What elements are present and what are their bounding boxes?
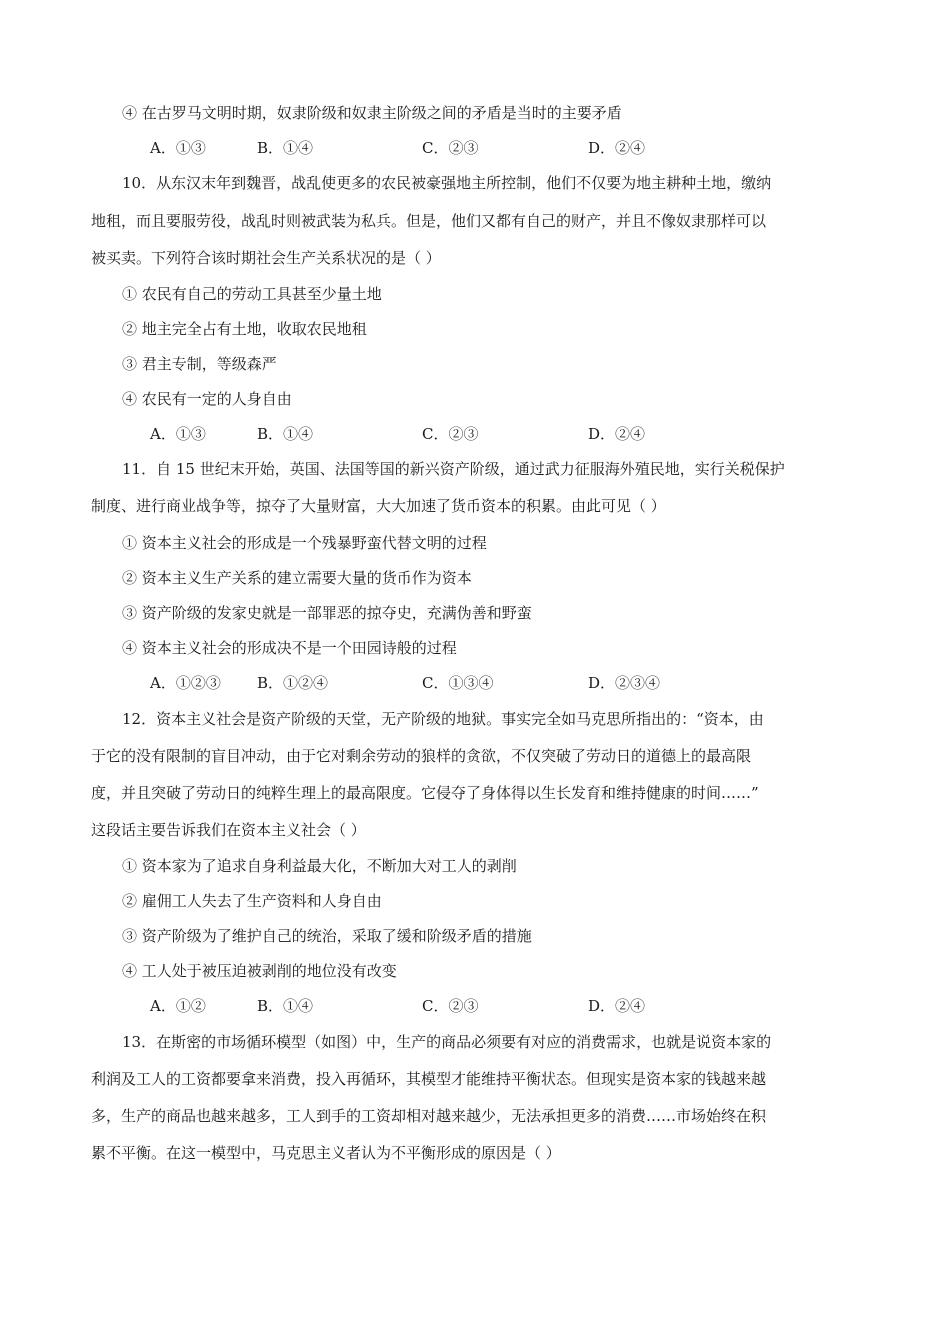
q12-statement-2: ② 雇佣工人失去了生产资料和人身自由 — [122, 892, 382, 910]
q10-statement-4: ④ 农民有一定的人身自由 — [122, 390, 292, 408]
q10-option-a: A．①③ — [150, 425, 206, 443]
q11-option-b: B．①②④ — [257, 674, 329, 692]
q10-option-c: C．②③ — [422, 425, 479, 443]
q9-statement-4: ④ 在古罗马文明时期，奴隶阶级和奴隶主阶级之间的矛盾是当时的主要矛盾 — [122, 104, 622, 122]
q9-option-b: B．①④ — [257, 139, 314, 157]
q9-option-c: C．②③ — [422, 139, 479, 157]
q10-stem-line-1: 10．从东汉末年到魏晋，战乱使更多的农民被豪强地主所控制，他们不仅要为地主耕种土地，缴纳 — [122, 174, 772, 192]
q13-stem-line-4: 累不平衡。在这一模型中，马克思主义者认为不平衡形成的原因是（ ） — [91, 1144, 561, 1162]
q12-option-c: C．②③ — [422, 997, 479, 1015]
q9-option-a: A．①③ — [150, 139, 206, 157]
q10-stem-line-3: 被买卖。下列符合该时期社会生产关系状况的是（ ） — [91, 249, 441, 267]
q12-statement-1: ① 资本家为了追求自身利益最大化，不断加大对工人的剥削 — [122, 857, 517, 875]
q12-options — [0, 996, 950, 1016]
q12-stem-line-3: 度，并且突破了劳动日的纯粹生理上的最高限度。它侵夺了身体得以生长发育和维持健康的时间……” — [91, 784, 759, 802]
q10-option-b: B．①④ — [257, 425, 314, 443]
q10-statement-3: ③ 君主专制，等级森严 — [122, 355, 277, 373]
q12-statement-4: ④ 工人处于被压迫被剥削的地位没有改变 — [122, 962, 397, 980]
q10-options — [0, 424, 950, 444]
q10-option-d: D．②④ — [588, 425, 646, 443]
q11-statement-3: ③ 资产阶级的发家史就是一部罪恶的掠夺史，充满伪善和野蛮 — [122, 604, 532, 622]
q11-stem-line-1: 11．自 15 世纪末开始，英国、法国等国的新兴资产阶级，通过武力征服海外殖民地，实行关税保护 — [122, 460, 785, 478]
q12-option-a: A．①② — [150, 997, 206, 1015]
q11-option-c: C．①③④ — [422, 674, 494, 692]
q10-stem-line-2: 地租，而且要服劳役，战乱时则被武装为私兵。但是，他们又都有自己的财产，并且不像奴隶那样可以 — [91, 212, 767, 230]
q9-options — [0, 138, 950, 158]
q12-stem-line-1: 12．资本主义社会是资产阶级的天堂，无产阶级的地狱。事实完全如马克思所指出的：“资本，由 — [122, 710, 764, 728]
q9-option-d: D．②④ — [588, 139, 646, 157]
q13-stem-line-2: 利润及工人的工资都要拿来消费，投入再循环，其模型才能维持平衡状态。但现实是资本家的钱越来越 — [91, 1070, 767, 1088]
q12-statement-3: ③ 资产阶级为了维护自己的统治，采取了缓和阶级矛盾的措施 — [122, 927, 532, 945]
q13-stem-line-3: 多，生产的商品也越来越多，工人到手的工资却相对越来越少，无法承担更多的消费……市场始终在积 — [91, 1107, 767, 1125]
q12-stem-line-4: 这段话主要告诉我们在资本主义社会（ ） — [91, 821, 366, 839]
q11-stem-line-2: 制度、进行商业战争等，掠夺了大量财富，大大加速了货币资本的积累。由此可见（ ） — [91, 497, 666, 515]
q10-statement-2: ② 地主完全占有土地，收取农民地租 — [122, 320, 367, 338]
q13-stem-line-1: 13．在斯密的市场循环模型（如图）中，生产的商品必须要有对应的消费需求，也就是说资本家的 — [122, 1033, 772, 1051]
q11-statement-4: ④ 资本主义社会的形成决不是一个田园诗般的过程 — [122, 639, 457, 657]
q11-option-d: D．②③④ — [588, 674, 661, 692]
q12-option-d: D．②④ — [588, 997, 646, 1015]
q11-options — [0, 673, 950, 693]
q11-option-a: A．①②③ — [150, 674, 221, 692]
q10-statement-1: ① 农民有自己的劳动工具甚至少量土地 — [122, 285, 382, 303]
q11-statement-1: ① 资本主义社会的形成是一个残暴野蛮代替文明的过程 — [122, 534, 487, 552]
q12-stem-line-2: 于它的没有限制的盲目冲动，由于它对剩余劳动的狼样的贪欲，不仅突破了劳动日的道德上的最高限 — [91, 747, 752, 765]
q11-statement-2: ② 资本主义生产关系的建立需要大量的货币作为资本 — [122, 569, 472, 587]
q12-option-b: B．①④ — [257, 997, 314, 1015]
